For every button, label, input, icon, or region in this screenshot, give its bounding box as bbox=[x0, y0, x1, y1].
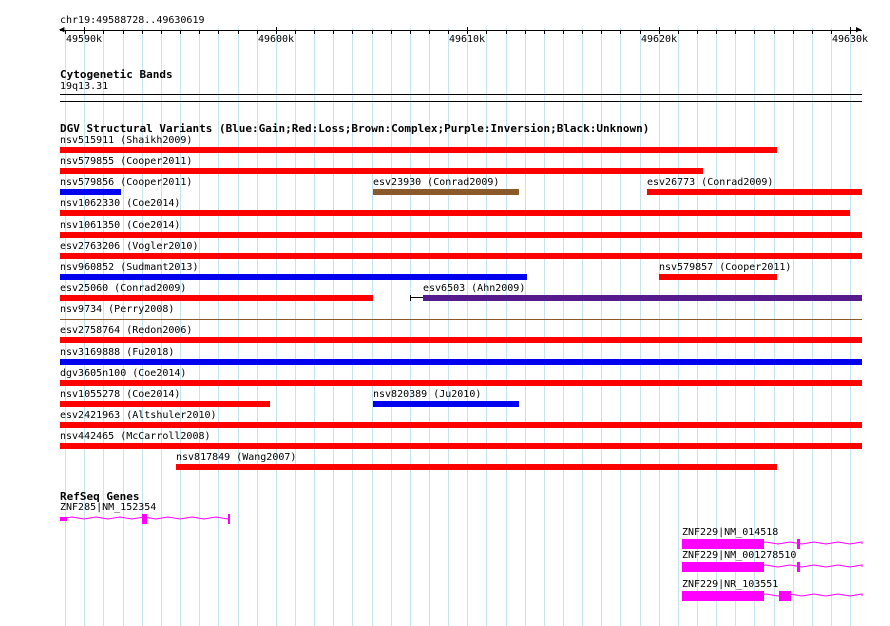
grid-line bbox=[620, 28, 621, 626]
variant-label[interactable]: dgv3605n100 (Coe2014) bbox=[60, 367, 187, 379]
grid-line bbox=[582, 28, 583, 626]
grid-line bbox=[257, 28, 258, 626]
grid-line bbox=[563, 28, 564, 626]
variant-label[interactable]: nsv515911 (Shaikh2009) bbox=[60, 135, 193, 146]
variant-label[interactable]: esv26773 (Conrad2009) bbox=[647, 177, 774, 189]
grid-line bbox=[812, 28, 813, 626]
variant-bar[interactable] bbox=[373, 401, 519, 407]
gene-label[interactable]: ZNF229|NM_001278510 bbox=[682, 550, 797, 561]
ruler-major-tick bbox=[850, 27, 851, 34]
dgv-track-title[interactable]: DGV Structural Variants (Blue:Gain;Red:Loss;Brown:Complex;Purple:Inversion;Black:Unknown) bbox=[60, 122, 650, 135]
ruler-minor-tick bbox=[601, 30, 602, 34]
variant-bar[interactable] bbox=[423, 295, 862, 301]
ruler-left-arrow-icon[interactable]: ◀ bbox=[59, 25, 65, 35]
grid-line bbox=[372, 28, 373, 626]
grid-line bbox=[793, 28, 794, 626]
variant-bar[interactable] bbox=[60, 253, 862, 259]
ruler-minor-tick bbox=[697, 30, 698, 34]
ruler-minor-tick bbox=[544, 30, 545, 34]
variant-label[interactable]: esv25060 (Conrad2009) bbox=[60, 283, 187, 295]
region-label: chr19:49588728..49630619 bbox=[60, 15, 205, 26]
grid-line bbox=[544, 28, 545, 626]
variant-label[interactable]: nsv1061350 (Coe2014) bbox=[60, 219, 181, 231]
variant-bar[interactable] bbox=[176, 464, 777, 470]
gene-label[interactable]: ZNF229|NM_014518 bbox=[682, 527, 779, 538]
grid-line bbox=[352, 28, 353, 626]
grid-line bbox=[486, 28, 487, 626]
variant-label[interactable]: nsv579855 (Cooper2011) bbox=[60, 156, 193, 168]
variant-label[interactable]: nsv579856 (Cooper2011) bbox=[60, 177, 193, 189]
ruler-minor-tick bbox=[716, 30, 717, 34]
grid-line bbox=[659, 28, 660, 626]
ruler-minor-tick bbox=[410, 30, 411, 34]
ruler-minor-tick bbox=[582, 30, 583, 34]
ruler-tick-label: 49610k bbox=[448, 34, 486, 45]
ruler-minor-tick bbox=[199, 30, 200, 34]
grid-line bbox=[391, 28, 392, 626]
variant-label[interactable]: nsv579857 (Cooper2011) bbox=[659, 261, 792, 273]
ruler-right-arrow-icon[interactable]: ▶ bbox=[856, 25, 862, 35]
grid-line bbox=[678, 28, 679, 626]
grid-line bbox=[525, 28, 526, 626]
variant-label[interactable]: nsv1055278 (Coe2014) bbox=[60, 388, 181, 400]
gene-exon bbox=[142, 514, 147, 524]
variant-bar[interactable] bbox=[60, 401, 270, 407]
ruler-minor-tick bbox=[735, 30, 736, 34]
variant-bar[interactable] bbox=[60, 295, 373, 301]
variant-bar[interactable] bbox=[647, 189, 862, 195]
variant-bar[interactable] bbox=[60, 337, 862, 343]
variant-bar-cap bbox=[410, 295, 411, 301]
ruler-minor-tick bbox=[793, 30, 794, 34]
grid-line bbox=[295, 28, 296, 626]
variant-label[interactable]: nsv817849 (Wang2007) bbox=[176, 452, 297, 464]
ruler-major-tick bbox=[276, 27, 277, 34]
ruler-minor-tick bbox=[774, 30, 775, 34]
variant-label[interactable]: nsv1062330 (Coe2014) bbox=[60, 198, 181, 210]
cytoband-label: 19q13.31 bbox=[60, 81, 109, 92]
ruler-minor-tick bbox=[506, 30, 507, 34]
grid-line bbox=[199, 28, 200, 626]
variant-bar[interactable] bbox=[60, 168, 703, 174]
variant-label[interactable]: esv2758764 (Redon2006) bbox=[60, 325, 193, 337]
ruler-minor-tick bbox=[142, 30, 143, 34]
grid-line bbox=[640, 28, 641, 626]
ruler-major-tick bbox=[659, 27, 660, 34]
gene-model[interactable] bbox=[60, 513, 232, 527]
variant-label[interactable]: nsv960852 (Sudmant2013) bbox=[60, 261, 199, 273]
variant-bar[interactable] bbox=[60, 274, 527, 280]
ruler-minor-tick bbox=[372, 30, 373, 34]
ruler-major-tick bbox=[467, 27, 468, 34]
variant-label[interactable]: esv2763206 (Vogler2010) bbox=[60, 240, 199, 252]
ruler-minor-tick bbox=[620, 30, 621, 34]
variant-bar[interactable] bbox=[60, 210, 850, 216]
ruler-minor-tick bbox=[812, 30, 813, 34]
ruler-tick-label: 49600k bbox=[257, 34, 295, 45]
ruler-minor-tick bbox=[525, 30, 526, 34]
variant-bar[interactable] bbox=[60, 359, 862, 365]
gene-model[interactable] bbox=[682, 561, 864, 575]
grid-line bbox=[429, 28, 430, 626]
variant-bar[interactable] bbox=[373, 189, 519, 195]
gene-label[interactable]: ZNF285|NM_152354 bbox=[60, 502, 157, 513]
gene-model[interactable] bbox=[682, 590, 864, 604]
variant-bar[interactable] bbox=[60, 147, 777, 153]
ruler-minor-tick bbox=[563, 30, 564, 34]
grid-line bbox=[831, 28, 832, 626]
ruler-tick-label: 49630k bbox=[831, 34, 869, 45]
ruler-minor-tick bbox=[180, 30, 181, 34]
variant-bar[interactable] bbox=[60, 422, 862, 428]
grid-line bbox=[218, 28, 219, 626]
refseq-track-title[interactable]: RefSeq Genes bbox=[60, 490, 140, 503]
grid-line bbox=[448, 28, 449, 626]
variant-label[interactable]: esv23930 (Conrad2009) bbox=[373, 177, 500, 189]
ruler-minor-tick bbox=[161, 30, 162, 34]
ruler-tick-label: 49620k bbox=[640, 34, 678, 45]
variant-bar[interactable] bbox=[60, 380, 862, 386]
gene-exon bbox=[682, 562, 764, 572]
grid-line bbox=[333, 28, 334, 626]
grid-line bbox=[410, 28, 411, 626]
gene-exon bbox=[682, 539, 764, 549]
grid-line bbox=[506, 28, 507, 626]
grid-line bbox=[238, 28, 239, 626]
ruler-major-tick bbox=[84, 27, 85, 34]
gene-exon bbox=[797, 562, 800, 572]
ruler-minor-tick bbox=[238, 30, 239, 34]
ruler-tick-label: 49590k bbox=[65, 34, 103, 45]
gene-label[interactable]: ZNF229|NR_103551 bbox=[682, 579, 779, 590]
variant-bar-lead bbox=[410, 297, 423, 298]
grid-line bbox=[601, 28, 602, 626]
ruler-minor-tick bbox=[333, 30, 334, 34]
variant-label[interactable]: esv6503 (Ahn2009) bbox=[423, 283, 526, 295]
gene-exon bbox=[779, 591, 791, 601]
ruler-minor-tick bbox=[391, 30, 392, 34]
cytoband-track-title[interactable]: Cytogenetic Bands bbox=[60, 68, 173, 81]
variant-bar[interactable] bbox=[60, 232, 862, 238]
cytoband-bar-top bbox=[60, 94, 862, 95]
gene-exon bbox=[797, 539, 800, 549]
gene-exon bbox=[228, 514, 230, 524]
ruler-minor-tick bbox=[314, 30, 315, 34]
variant-label[interactable]: nsv442465 (McCarroll2008) bbox=[60, 431, 211, 443]
variant-bar[interactable] bbox=[60, 189, 121, 195]
ruler-minor-tick bbox=[123, 30, 124, 34]
variant-label[interactable]: nsv820389 (Ju2010) bbox=[373, 388, 482, 400]
variant-label[interactable]: nsv3169888 (Fu2018) bbox=[60, 346, 175, 358]
variant-bar[interactable] bbox=[659, 274, 777, 280]
variant-bar[interactable] bbox=[60, 443, 862, 449]
variant-label[interactable]: esv2421963 (Altshuler2010) bbox=[60, 409, 217, 421]
grid-line bbox=[850, 28, 851, 626]
gene-exon bbox=[60, 517, 67, 521]
grid-line bbox=[467, 28, 468, 626]
ruler-minor-tick bbox=[352, 30, 353, 34]
variant-bar[interactable] bbox=[60, 319, 862, 320]
gene-exon bbox=[682, 591, 764, 601]
grid-line bbox=[276, 28, 277, 626]
variant-label[interactable]: nsv9734 (Perry2008) bbox=[60, 304, 175, 316]
cytoband-bar-bottom bbox=[60, 101, 862, 102]
ruler-minor-tick bbox=[218, 30, 219, 34]
ruler-minor-tick bbox=[754, 30, 755, 34]
ruler-minor-tick bbox=[429, 30, 430, 34]
grid-line bbox=[314, 28, 315, 626]
